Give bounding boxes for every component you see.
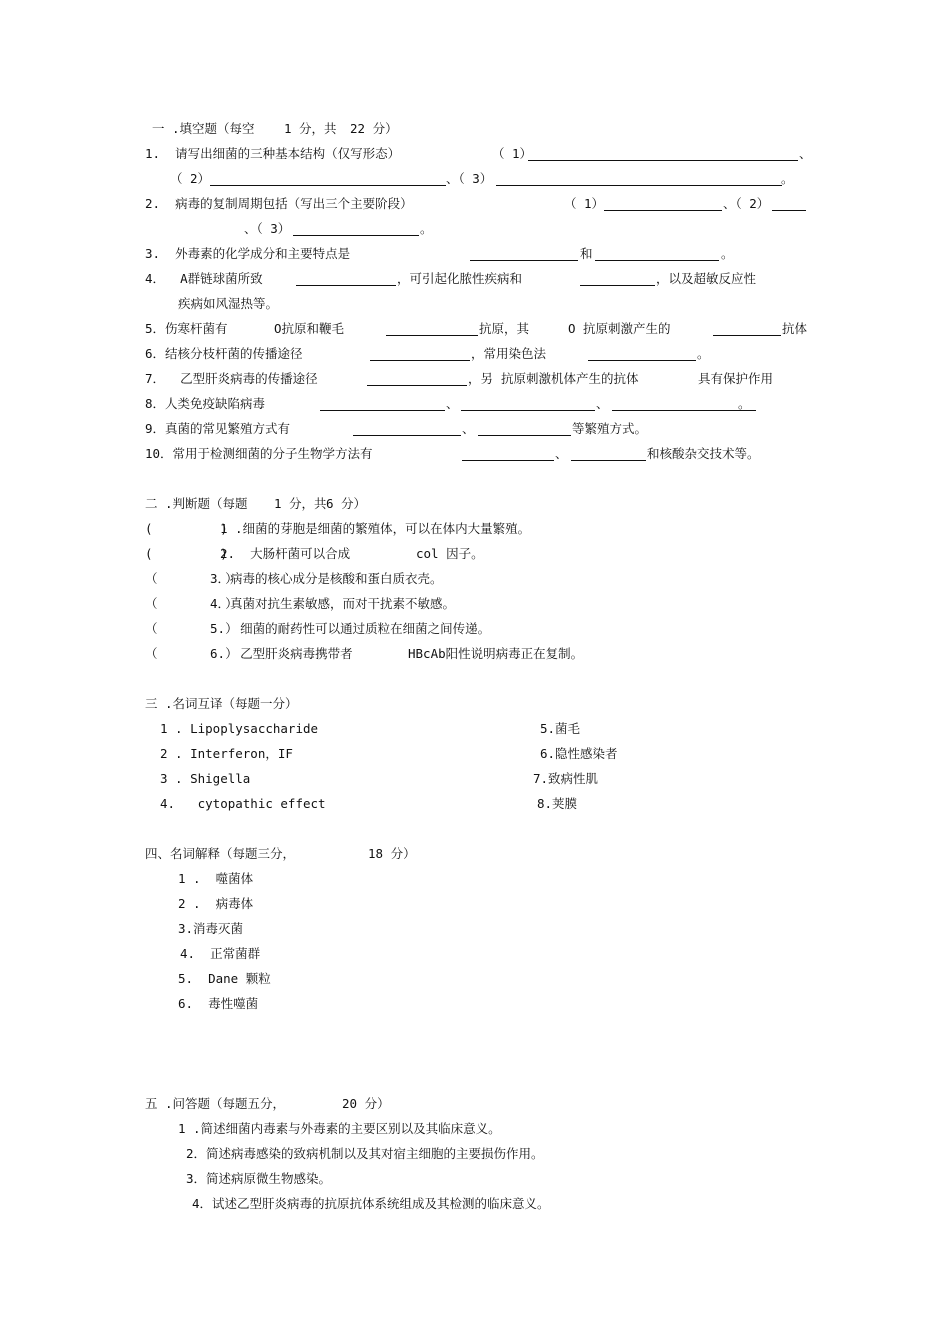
q1-blank-1[interactable] <box>528 160 798 161</box>
tf-answer-3[interactable]: （ ） <box>145 571 238 586</box>
tf-statement-5: 5. 细菌的耐药性可以通过质粒在细菌之间传递。 <box>210 621 491 636</box>
tf-statement-6: 6. 乙型肝炎病毒携带者 <box>210 646 353 661</box>
q4-blank-2[interactable] <box>580 285 655 286</box>
q7-blank-1[interactable] <box>367 385 467 386</box>
q3-text: 3. 外毒素的化学成分和主要特点是 <box>145 246 351 261</box>
question-1: 1 .简述细菌内毒素与外毒素的主要区别以及其临床意义。 <box>178 1121 501 1136</box>
q2-blank-3[interactable] <box>293 235 419 236</box>
q8-a: 8．人类免疫缺陷病毒 <box>145 396 266 411</box>
q2-mid1: 、（ 2） <box>723 196 770 211</box>
tf-statement-1: 1 .细菌的芽胞是细菌的繁殖体，可以在体内大量繁殖。 <box>220 521 531 536</box>
definition-3: 3.消毒灭菌 <box>178 921 244 936</box>
q10-a: 10．常用于检测细菌的分子生物学方法有 <box>145 446 373 461</box>
q2-blank-2[interactable] <box>772 210 806 211</box>
q8-blank-3[interactable] <box>612 410 756 411</box>
section1-header: 一 .填空题（每空 <box>152 121 255 136</box>
q5-b: O抗原和鞭毛 <box>274 321 345 336</box>
q5-e: 抗体 <box>782 321 808 336</box>
section2-header: 二 .判断题（每题 <box>145 496 248 511</box>
definition-5: 5. Dane 颗粒 <box>178 971 271 986</box>
q8-blank-1[interactable] <box>320 410 445 411</box>
section4-header: 四、名词解释（每题三分， <box>145 846 296 861</box>
section2-total: 6 分） <box>326 496 367 511</box>
q8-b: 、 <box>446 396 459 411</box>
q4-a: 4． A群链球菌所致 <box>145 271 263 286</box>
tf-statement-6-extra: HBcAb阳性说明病毒正在复制。 <box>408 646 584 661</box>
term-5: 5.菌毛 <box>540 721 581 736</box>
section5-total: 20 分） <box>342 1096 390 1111</box>
section1-score: 1 分，共 <box>284 121 337 136</box>
q1-end2: 。 <box>781 171 794 186</box>
q9-c: 等繁殖方式。 <box>572 421 648 436</box>
section4-total: 18 分） <box>368 846 416 861</box>
q2-end: 。 <box>420 221 433 236</box>
q1-end1: 、 <box>799 146 812 161</box>
section3-header: 三 .名词互译（每题一分） <box>145 696 298 711</box>
q5-a: 5．伤寒杆菌有 <box>145 321 228 336</box>
q4-d: 疾病如风湿热等。 <box>178 296 279 311</box>
tf-answer-6[interactable]: （ ） <box>145 646 238 661</box>
tf-answer-5[interactable]: （ ） <box>145 621 238 636</box>
q6-b: ，常用染色法 <box>471 346 547 361</box>
term-8: 8.荚膜 <box>537 796 578 811</box>
section5-header: 五 .问答题（每题五分， <box>145 1096 286 1111</box>
q5-c: 抗原，其 <box>479 321 530 336</box>
question-3: 3．简述病原微生物感染。 <box>186 1171 332 1186</box>
q10-blank-2[interactable] <box>571 460 646 461</box>
term-3: 3 . Shigella <box>160 771 251 786</box>
q1-p2: （ 2） <box>170 171 211 186</box>
q7-a: 7． 乙型肝炎病毒的传播途径 <box>145 371 318 386</box>
section1-total: 22 分） <box>350 121 398 136</box>
definition-4: 4. 正常菌群 <box>180 946 261 961</box>
question-4: 4．试述乙型肝炎病毒的抗原抗体系统组成及其检测的临床意义。 <box>192 1196 550 1211</box>
definition-2: 2 . 病毒体 <box>178 896 254 911</box>
tf-answer-1[interactable]: ( ) <box>145 521 228 536</box>
q9-b: 、 <box>462 421 475 436</box>
q6-a: 6．结核分枝杆菌的传播途径 <box>145 346 303 361</box>
q1-blank-2[interactable] <box>210 185 446 186</box>
q4-b: ，可引起化脓性疾病和 <box>397 271 523 286</box>
q10-b: 、 <box>555 446 568 461</box>
q7-d: 具有保护作用 <box>698 371 774 386</box>
q9-blank-1[interactable] <box>353 435 461 436</box>
q5-blank-1[interactable] <box>386 335 478 336</box>
q4-c: ，以及超敏反应性 <box>656 271 757 286</box>
definition-1: 1 . 噬菌体 <box>178 871 254 886</box>
question-2: 2．简述病毒感染的致病机制以及其对宿主细胞的主要损伤作用。 <box>186 1146 544 1161</box>
tf-answer-4[interactable]: （ ） <box>145 596 238 611</box>
q10-blank-1[interactable] <box>462 460 554 461</box>
q3-end: 。 <box>721 246 734 261</box>
q1-p1: （ 1） <box>492 146 533 161</box>
q5-blank-2[interactable] <box>713 335 781 336</box>
q9-blank-2[interactable] <box>478 435 571 436</box>
term-1: 1 . Lipoplysaccharide <box>160 721 319 736</box>
tf-statement-2: 2. 大肠杆菌可以合成 <box>220 546 351 561</box>
tf-statement-2-extra: col 因子。 <box>416 546 484 561</box>
q8-blank-2[interactable] <box>461 410 595 411</box>
q7-c: 抗原刺激机体产生的抗体 <box>486 371 639 386</box>
term-6: 6.隐性感染者 <box>540 746 618 761</box>
q8-d: 。 <box>738 396 751 411</box>
q9-a: 9．真菌的常见繁殖方式有 <box>145 421 291 436</box>
q2-p1: （ 1） <box>564 196 605 211</box>
tf-answer-2[interactable]: ( ) <box>145 546 228 561</box>
q6-blank-1[interactable] <box>370 360 470 361</box>
q2-blank-1[interactable] <box>604 210 722 211</box>
tf-statement-4: 4．真菌对抗生素敏感，而对干扰素不敏感。 <box>210 596 456 611</box>
q7-b: ，另 <box>468 371 494 386</box>
q6-blank-2[interactable] <box>588 360 696 361</box>
q10-c: 和核酸杂交技术等。 <box>647 446 760 461</box>
q1-text: 1. 请写出细菌的三种基本结构（仅写形态） <box>145 146 401 161</box>
q1-blank-3[interactable] <box>496 185 782 186</box>
q1-mid2: 、（ 3） <box>446 171 493 186</box>
tf-statement-3: 3．病毒的核心成分是核酸和蛋白质衣壳。 <box>210 571 443 586</box>
q2-p3: 、（ 3） <box>244 221 291 236</box>
q4-blank-1[interactable] <box>296 285 396 286</box>
q2-text: 2. 病毒的复制周期包括（写出三个主要阶段） <box>145 196 413 211</box>
q6-c: 。 <box>697 346 710 361</box>
term-7: 7.致病性肌 <box>533 771 599 786</box>
q5-d: O 抗原刺激产生的 <box>568 321 671 336</box>
q3-mid: 和 <box>580 246 593 261</box>
q3-blank-2[interactable] <box>595 260 719 261</box>
q8-c: 、 <box>596 396 609 411</box>
section2-score: 1 分，共 <box>274 496 327 511</box>
term-2: 2 . Interferon，IF <box>160 746 293 761</box>
term-4: 4. cytopathic effect <box>160 796 326 811</box>
definition-6: 6. 毒性噬菌 <box>178 996 259 1011</box>
q3-blank-1[interactable] <box>470 260 578 261</box>
